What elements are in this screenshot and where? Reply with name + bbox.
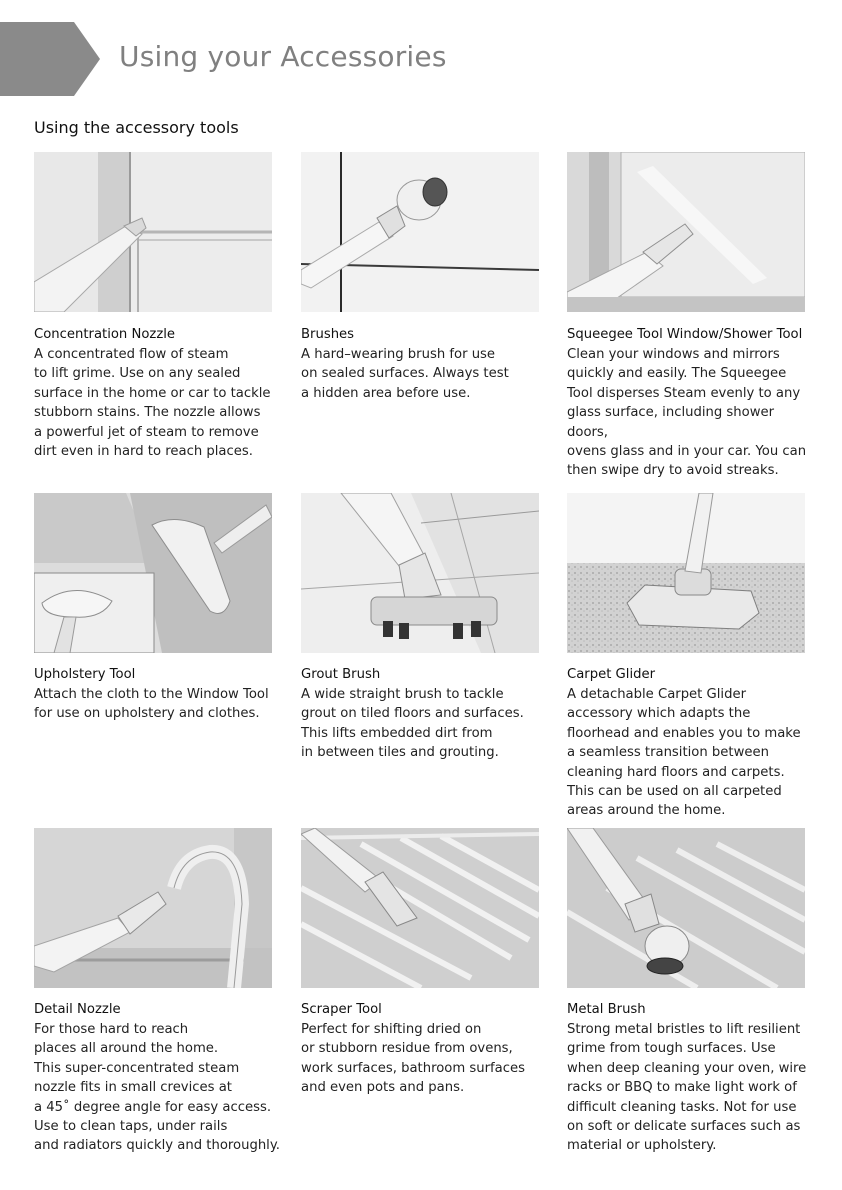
header-tab-arrow — [0, 22, 100, 96]
carpet-glider-item — [567, 665, 817, 821]
brushes-item — [301, 325, 551, 403]
item-title: Squeegee Tool Window/Shower Tool — [567, 327, 803, 342]
concentration-nozzle-image — [34, 152, 272, 312]
item-title: Carpet Glider — [567, 667, 656, 682]
item-title: Concentration Nozzle — [34, 327, 176, 342]
item-title: Metal Brush — [567, 1002, 646, 1017]
upholstery-tool-image — [34, 493, 272, 653]
item-description: Attach the cloth to the Window Tool for use on upholstery and clothes. — [34, 687, 269, 722]
metal-brush-item — [567, 1000, 817, 1156]
page-title: Using your Accessories — [119, 40, 447, 73]
carpet-glider-image — [567, 493, 805, 653]
squeegee-tool-item — [567, 325, 817, 481]
item-title: Grout Brush — [301, 667, 381, 682]
squeegee-tool-image — [567, 152, 805, 312]
grout-brush-item — [301, 665, 551, 763]
item-title: Brushes — [301, 327, 355, 342]
item-description: For those hard to reach places all around the home. This super-concentrated steam nozzle fits in small crevices at a 45˚ degree angle for easy access. Use to clean taps, under rails and radiators quickly and thoroughly. — [34, 1022, 280, 1154]
item-description: A wide straight brush to tackle grout on tiled floors and surfaces. This lifts embedded dirt from in between tiles and grouting. — [301, 687, 524, 761]
scraper-tool-item — [301, 1000, 551, 1098]
section-title: Using the accessory tools — [34, 118, 239, 137]
item-title: Scraper Tool — [301, 1002, 382, 1017]
item-description: Clean your windows and mirrors quickly and easily. The Squeegee Tool disperses Steam evenly to any glass surface, including shower doors, ovens glass and in your car. You can then swipe dry to avoid streaks. — [567, 347, 807, 479]
brushes-image — [301, 152, 539, 312]
item-description: Perfect for shifting dried on or stubborn residue from ovens, work surfaces, bathroom surfaces and even pots and pans. — [301, 1022, 525, 1096]
grout-brush-image — [301, 493, 539, 653]
concentration-nozzle-item — [34, 325, 284, 461]
upholstery-tool-item — [34, 665, 284, 724]
item-description: A concentrated flow of steam to lift grime. Use on any sealed surface in the home or car to tackle stubborn stains. The nozzle allows a powerful jet of steam to remove dirt even in hard to reach places. — [34, 347, 271, 460]
metal-brush-image — [567, 828, 805, 988]
item-title: Detail Nozzle — [34, 1002, 121, 1017]
detail-nozzle-image — [34, 828, 272, 988]
scraper-tool-image — [301, 828, 539, 988]
item-description: A detachable Carpet Glider accessory which adapts the floorhead and enables you to make a seamless transition between cleaning hard floors and carpets. This can be used on all carpeted areas around the home. — [567, 687, 801, 819]
item-description: Strong metal bristles to lift resilient grime from tough surfaces. Use when deep cleaning your oven, wire racks or BBQ to make light work of difficult cleaning tasks. Not for use on soft or delicate surfaces such as material or upholstery. — [567, 1022, 807, 1154]
detail-nozzle-item — [34, 1000, 284, 1156]
item-description: A hard–wearing brush for use on sealed surfaces. Always test a hidden area before use. — [301, 347, 509, 401]
item-title: Upholstery Tool — [34, 667, 136, 682]
